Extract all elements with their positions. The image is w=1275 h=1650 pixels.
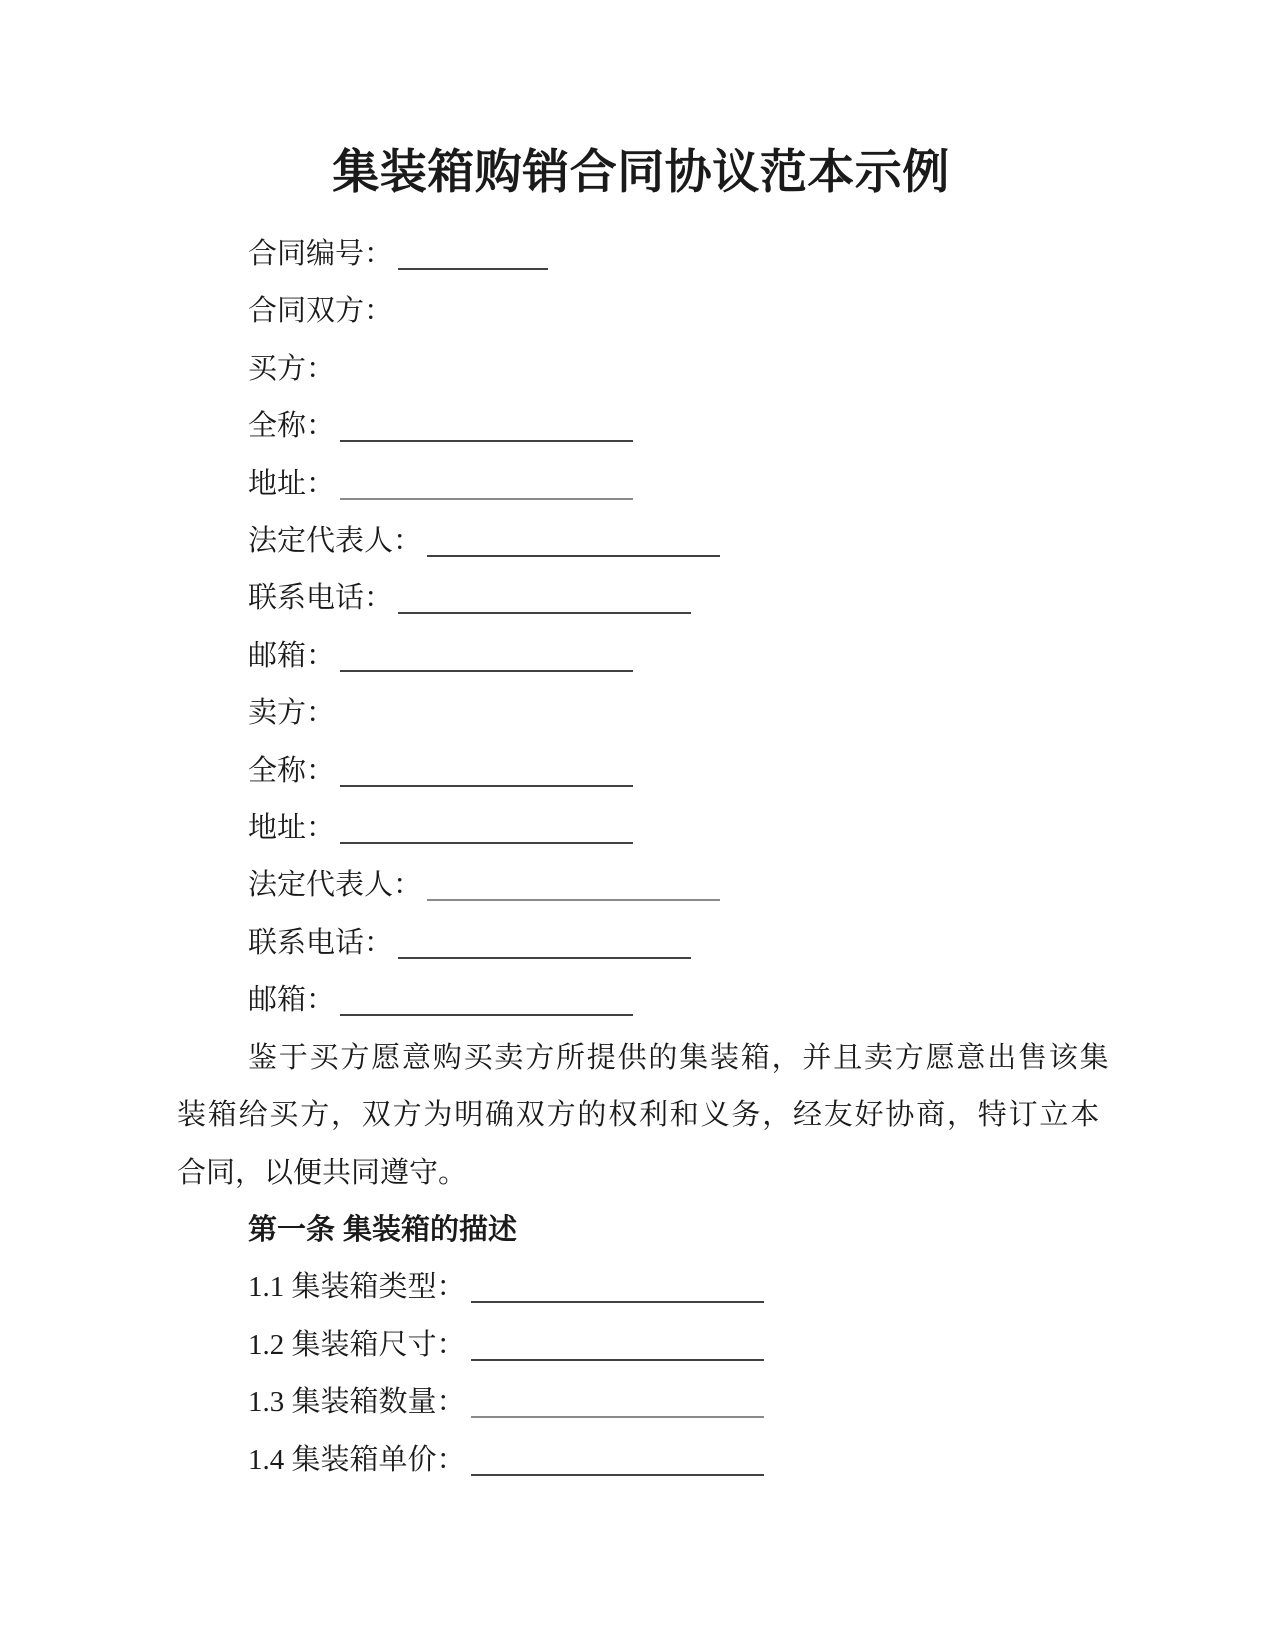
buyer-legalrep-blank-line (427, 525, 720, 557)
seller-fullname-blank-line (340, 755, 633, 787)
article-1-item-1 (177, 1259, 1105, 1316)
buyer-legalrep-line (177, 513, 1105, 570)
seller-email-blank-line (340, 984, 633, 1016)
seller-legalrep-line (177, 857, 1105, 914)
container-size-label: 1.2 集装箱尺寸： (248, 1328, 466, 1361)
contract-number-blank-line (398, 238, 548, 270)
buyer-heading-line (177, 341, 1105, 398)
contract-number-line (177, 226, 1105, 283)
preamble-line-2: 装箱给买方，双方为明确双方的权利和义务，经友好协商，特订立本 (177, 1099, 1102, 1132)
buyer-fullname-blank-line (340, 410, 633, 442)
article-1-item-4 (177, 1432, 1105, 1489)
buyer-fullname-line (177, 398, 1105, 455)
document-title: 集装箱购销合同协议范本示例 (332, 147, 950, 199)
buyer-address-label: 地址： (248, 467, 336, 500)
article-1-heading: 第一条 集装箱的描述 (248, 1213, 518, 1246)
seller-fullname-label: 全称： (248, 754, 336, 787)
buyer-address-line (177, 456, 1105, 513)
buyer-email-blank-line (340, 640, 633, 672)
seller-legalrep-blank-line (427, 869, 720, 901)
parties-label: 合同双方： (248, 295, 394, 328)
buyer-email-label: 邮箱： (248, 639, 336, 672)
seller-fullname-line (177, 743, 1105, 800)
seller-legalrep-label: 法定代表人： (248, 869, 423, 902)
container-size-blank-line (471, 1329, 764, 1361)
container-quantity-label: 1.3 集装箱数量： (248, 1386, 466, 1419)
seller-address-line (177, 800, 1105, 857)
container-type-label: 1.1 集装箱类型： (248, 1271, 466, 1304)
seller-heading: 卖方： (248, 697, 336, 730)
buyer-address-blank-line (340, 468, 633, 500)
buyer-phone-blank-line (398, 582, 691, 614)
seller-address-blank-line (340, 812, 633, 844)
seller-phone-label: 联系电话： (248, 926, 394, 959)
buyer-phone-line (177, 570, 1105, 627)
container-unit-price-label: 1.4 集装箱单价： (248, 1443, 466, 1476)
article-1-item-2 (177, 1317, 1105, 1374)
buyer-legalrep-label: 法定代表人： (248, 525, 423, 558)
seller-email-label: 邮箱： (248, 984, 336, 1017)
buyer-heading: 买方： (248, 352, 336, 385)
article-1-item-3 (177, 1374, 1105, 1431)
preamble-line-3: 合同，以便共同遵守。 (177, 1156, 468, 1189)
buyer-fullname-label: 全称： (248, 410, 336, 443)
buyer-email-line (177, 628, 1105, 685)
preamble-line-1: 鉴于买方愿意购买卖方所提供的集装箱，并且卖方愿意出售该集 (248, 1041, 1111, 1074)
seller-address-label: 地址： (248, 812, 336, 845)
parties-line (177, 283, 1105, 340)
buyer-phone-label: 联系电话： (248, 582, 394, 615)
seller-phone-blank-line (398, 927, 691, 959)
seller-heading-line (177, 685, 1105, 742)
container-unit-price-blank-line (471, 1444, 764, 1476)
seller-phone-line (177, 915, 1105, 972)
container-quantity-blank-line (471, 1386, 764, 1418)
seller-email-line (177, 972, 1105, 1029)
container-type-blank-line (471, 1271, 764, 1303)
contract-number-label: 合同编号： (248, 238, 394, 270)
